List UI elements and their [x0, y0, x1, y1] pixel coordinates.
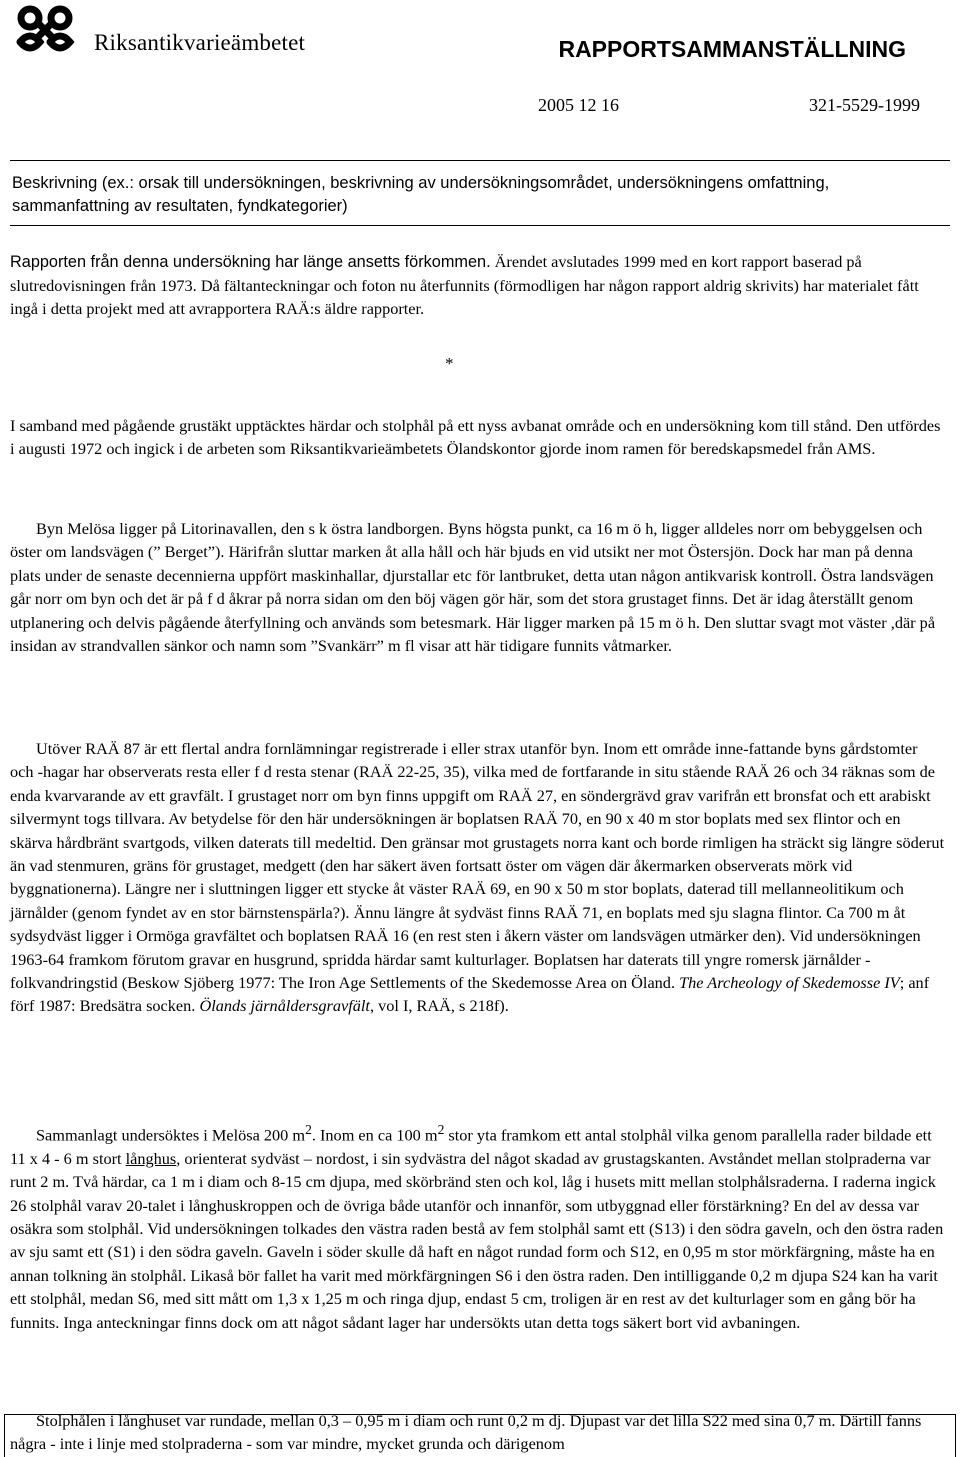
paragraph-text: I samband med pågående grustäkt upptäcktes härdar och stolphål på ett nyss avbanat område och en undersökning kom till stånd. Den utfördes i augusti 1972 och ingick i de arbeten som Riksantikvarieämbetets Ölandskontor gjorde inom ramen för beredskapsmedel från AMS.	[10, 416, 941, 459]
paragraph-text: , orienterat sydväst – nordost, i sin sydvästra del något skadad av grustagskanten. Avståndet mellan stolpraderna var runt 2 m. Två härdar, ca 1 m i diam och 8-15 cm djupa, med skörbränd sten och kol, låg i husets mitt mellan stolphålsraderna. I raderna ingick 26 stolphål varav 20-talet i långhuskroppen och de övriga både utanför och innanför, som utbyggnad eller förstärkning? En del av dessa var osäkra som stolphål. Vid undersökningen tolkades den västra raden bestå av fem stolphål samt ett (S13) i den södra gaveln, och den östra raden av sju samt ett (S1) i den södra gaveln. Gaveln i söder skulle då haft en något rundad form och S12, en 0,95 m stor mörkfärgning, måste ha en annan tolkning än stolphål. Likaså bör fallet ha varit med mörkfärgningen S6 i den östra raden. Den intilliggande 0,2 m djupa S24 kan ha varit ett stolphål, medan S6, med sitt mått om 1,3 x 1,25 m och ringa djup, endast 5 cm, troligen är en rest av det kulturlager som en gång bör ha funnits. Inga anteckningar finns dock om att något sådant lager har undersökts utan detta togs säkert bort vid avbaningen.	[10, 1148, 944, 1332]
report-title: RAPPORTSAMMANSTÄLLNING	[558, 36, 906, 62]
paragraph-text: stor yta framkom ett antal stolphål vilka genom parallella rader bildade ett 11 x 4 - 6 m stort	[10, 1125, 932, 1168]
paragraph-text: Stolphålen i långhuset var rundade, mellan 0,3 – 0,95 m i diam och runt 0,2 m dj. Djupast var det lilla S22 med sina 0,7 m. Därtill fanns några - inte i linje med stolpraderna - som var mindre, mycket grunda och därigenom	[10, 1411, 922, 1454]
report-date: 2005 12 16	[538, 95, 619, 115]
underlined-term: långhus	[125, 1148, 177, 1168]
org-logo	[12, 2, 342, 68]
paragraph-site-description	[10, 517, 945, 657]
paragraph-text: Utöver RAÄ 87 är ett flertal andra fornlämningar registrerade i eller strax utanför byn. Inom ett område inne-fattande byns gårdstomter och -hagar har observerats resta eller f d resta stenar (RAÄ 22-25, 35), vilka med de fortfarande in situ stående RAÄ 26 och 34 räknas som de enda kvarvarande av ett gravfält. I grustaget norr om byn finns uppgift om RAÄ 27, en söndergrävd grav varifrån ett bronsfat och ett arabiskt silvermynt togs tillvara. Av betydelse för den här undersökningen är boplatsen RAÄ 70, en 90 x 40 m stor boplats med sex flintor och en skärva hårdbränt svartgods, vilken daterats till medeltid. Den gränsar mot grustagets norra kant och borde rimligen ha sträckt sig längre söderut än vad stenmuren, gräns för grustaget, medgett (den har säkert även fortsatt öster om vägen där åkermarken observerats mörk vid byggnationerna). Längre ner i sluttningen ligger ett stycke åt väster RAÄ 69, en 90 x 50 m stor boplats, daterad till mellanneolitikum och järnålder (genom fyndet av en stor bärnstenspärla?). Ännu längre åt sydväst finns RAÄ 71, en boplats med sju slagna flintor. Ca 700 m åt sydsydväst ligger i Ormöga gravfältet och boplatsen RAÄ 16 (en rest sten i åkern väster om landsvägen utmärker den). Vid undersökningen 1963-64 framkom förutom gravar en husgrund, spridda härdar samt kulturlager. Boplatsen har daterats till yngre romersk järnålder - folkvandringstid (Beskow Sjöberg 1977: The Iron Age Settlements of the Skedemosse Area on Öland.	[10, 739, 945, 993]
paragraph-text: . Inom en ca 100 m	[311, 1125, 438, 1145]
org-name: Riksantikvarieämbetet	[94, 30, 306, 55]
paragraph-text: ; anf förf 1987: Bredsätra socken.	[10, 973, 930, 1016]
registration-number: 321-5529-1999	[809, 95, 920, 115]
paragraph-longhouse-findings	[10, 1118, 945, 1334]
superscript: 2	[437, 1122, 445, 1137]
section-separator: *	[445, 354, 454, 373]
citation-title: The Archeology of Skedemosse IV	[679, 973, 900, 993]
citation-title: Ölands järnåldersgravfält	[199, 996, 370, 1016]
paragraph-text: Sammanlagt undersöktes i Melösa 200 m	[36, 1125, 306, 1145]
description-divider	[10, 225, 950, 226]
raa-monogram-icon	[12, 2, 82, 64]
description-label: Beskrivning (ex.: orsak till undersökningen, beskrivning av undersökningsområdet, undersökningens omfattning, sammanfattning av resultaten, fyndkategorier)	[12, 174, 830, 215]
intro-paragraph	[10, 250, 945, 320]
paragraph-excavation-background	[10, 414, 945, 461]
superscript: 2	[305, 1122, 312, 1137]
header-divider	[10, 160, 950, 161]
intro-sans-text: Rapporten från denna undersökning har länge ansetts förkommen.	[10, 253, 491, 271]
intro-serif-text: Ärendet avslutades 1999 med en kort rapport baserad på slutredovisningen från 1973. Då fältanteckningar och foton nu återfunnits (förmodligen har någon rapport aldrig skrivits) har materialet fått ingå i detta projekt med att avrapportera RAÄ:s äldre rapporter.	[10, 252, 919, 318]
paragraph-ancient-monuments	[10, 737, 945, 1018]
paragraph-text: , vol I, RAÄ, s 218f).	[369, 996, 509, 1016]
paragraph-posthole-dimensions	[10, 1409, 945, 1456]
paragraph-text: Byn Melösa ligger på Litorinavallen, den s k östra landborgen. Byns högsta punkt, ca 16 m ö h, ligger alldeles norr om bebyggelsen och öster om landsvägen (” Berget”). Härifrån sluttar marken åt alla håll och här bjuds en vid utsikt ner mot Östersjön. Dock har man på denna plats under de senaste decennierna uppfört maskinhallar, djurstallar etc för lantbruket, detta utan någon antikvarisk kontroll. Östra landsvägen går norr om byn och det är på f d åkrar på norra sidan om den böj vägen gör här, som det stora grustaget finns. Det är idag återställt genom utplanering och delvis pågående återfyllning och används som betesmark. Här ligger marken på 15 m ö h. Den sluttar svagt mot väster ,där på insidan av strandvallen sänkor och namn som ”Svankärr” m fl visar att här tidigare funnits våtmarker.	[10, 519, 936, 656]
